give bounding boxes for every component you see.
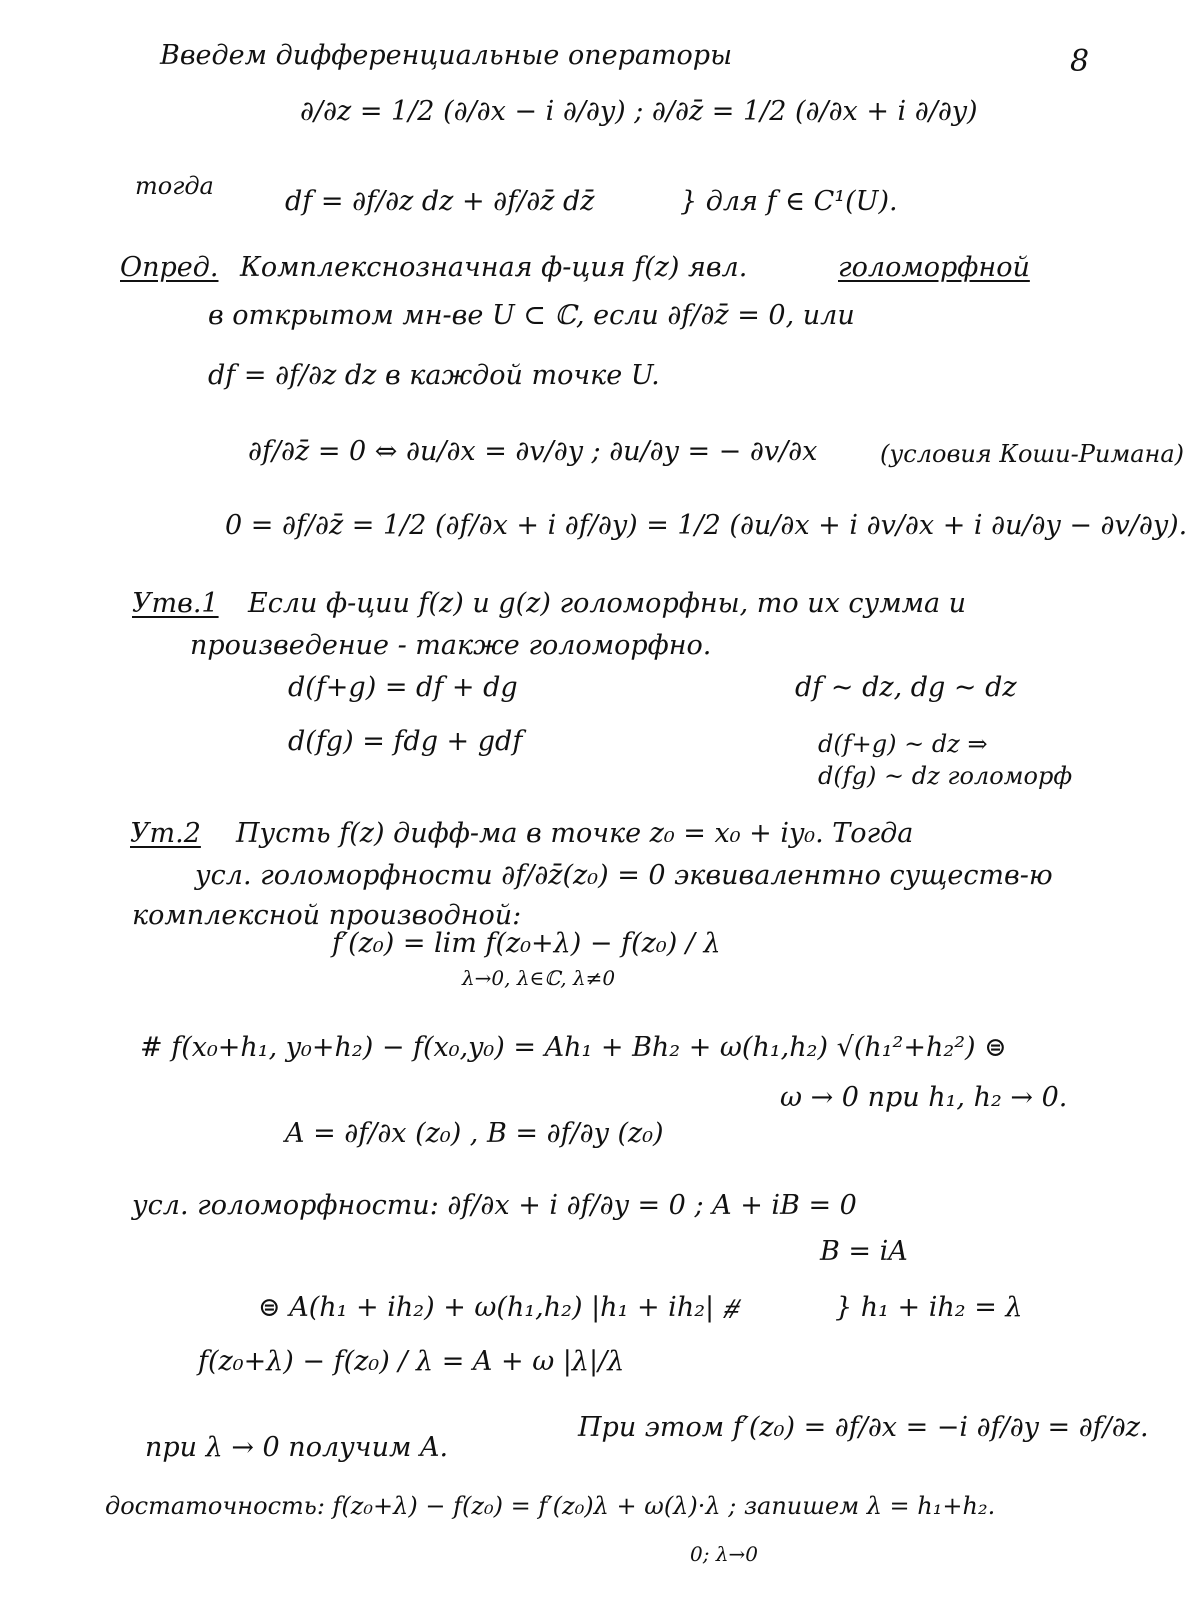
definition-text-2: в открытом мн-ве U ⊂ ℂ, если ∂f/∂z̄ = 0, или bbox=[208, 300, 855, 331]
omega-limit: ω → 0 при h₁, h₂ → 0. bbox=[780, 1082, 1068, 1113]
intro-line: Введем дифференциальные операторы bbox=[160, 40, 733, 71]
statement-1-text: Если ф-ции f(z) и g(z) голоморфны, то их сумма и bbox=[248, 588, 967, 619]
difference-quotient: f(z₀+λ) − f(z₀) / λ = A + ω |λ|/λ bbox=[198, 1346, 625, 1377]
holomorphic-term: голоморфной bbox=[838, 252, 1030, 283]
definition-text-3: df = ∂f/∂z dz в каждой точке U. bbox=[208, 360, 660, 391]
differential-relation: df ~ dz, dg ~ dz bbox=[795, 672, 1017, 703]
statement-2-text: Пусть f(z) дифф-ма в точке z₀ = x₀ + iy₀. Тогда bbox=[236, 818, 914, 849]
cauchy-riemann-label: (условия Коши-Римана) bbox=[880, 440, 1185, 468]
operator-definitions: ∂/∂z = 1/2 (∂/∂x − i ∂/∂y) ; ∂/∂z̄ = 1/2 (∂/∂x + i ∂/∂y) bbox=[300, 96, 978, 127]
derivative-identity: При этом f′(z₀) = ∂f/∂x = −i ∂f/∂y = ∂f/∂z. bbox=[578, 1412, 1149, 1443]
page-number: 8 bbox=[1070, 44, 1090, 79]
partial-coefficients: A = ∂f/∂x (z₀) , B = ∂f/∂y (z₀) bbox=[285, 1118, 664, 1149]
complex-derivative: f′(z₀) = lim f(z₀+λ) − f(z₀) / λ bbox=[332, 928, 721, 959]
differential-formula: df = ∂f/∂z dz + ∂f/∂z̄ dz̄ bbox=[285, 186, 595, 217]
limit-result: при λ → 0 получим A. bbox=[145, 1432, 449, 1463]
rewritten-increment: ⊜ A(h₁ + ih₂) + ω(h₁,h₂) |h₁ + ih₂| ⧣ bbox=[258, 1292, 738, 1323]
limit-conditions: λ→0, λ∈ℂ, λ≠0 bbox=[462, 966, 616, 990]
holomorphy-condition: усл. голоморфности: ∂f/∂x + i ∂f/∂y = 0 ; A + iB = 0 bbox=[132, 1190, 857, 1221]
product-rule: d(fg) = fdg + gdf bbox=[288, 726, 523, 757]
statement-1-text-2: произведение - также голоморфно. bbox=[190, 630, 712, 661]
condition-c1: } для f ∈ C¹(U). bbox=[680, 186, 898, 217]
statement-2-text-3: комплексной производной: bbox=[132, 900, 522, 931]
b-equals-ia: B = iA bbox=[820, 1236, 908, 1267]
statement-2-label: Ут.2 bbox=[130, 818, 201, 849]
cauchy-riemann-equations: ∂f/∂z̄ = 0 ⇔ ∂u/∂x = ∂v/∂y ; ∂u/∂y = − ∂v/∂x bbox=[248, 436, 818, 467]
lambda-substitution: } h₁ + ih₂ = λ bbox=[835, 1292, 1023, 1323]
definition-label: Опред. bbox=[120, 252, 219, 283]
sufficiency-line: достаточность: f(z₀+λ) − f(z₀) = f′(z₀)λ + ω(λ)·λ ; запишем λ = h₁+h₂. bbox=[105, 1492, 996, 1520]
proof-expansion: # f(x₀+h₁, y₀+h₂) − f(x₀,y₀) = Ah₁ + Bh₂ + ω(h₁,h₂) √(h₁²+h₂²) ⊜ bbox=[140, 1032, 1007, 1063]
then-word: тогда bbox=[135, 172, 214, 200]
sum-conclusion: d(f+g) ~ dz ⇒ bbox=[818, 730, 988, 758]
definition-text: Комплекснозначная ф-ция f(z) явл. bbox=[240, 252, 748, 283]
product-conclusion: d(fg) ~ dz голоморф bbox=[818, 762, 1073, 790]
omega-note: 0; λ→0 bbox=[690, 1542, 758, 1566]
sum-rule: d(f+g) = df + dg bbox=[288, 672, 518, 703]
derivation-line: 0 = ∂f/∂z̄ = 1/2 (∂f/∂x + i ∂f/∂y) = 1/2 (∂u/∂x + i ∂v/∂x + i ∂u/∂y − ∂v/∂y). bbox=[225, 510, 1187, 541]
statement-2-text-2: усл. голоморфности ∂f/∂z̄(z₀) = 0 эквивалентно существ-ю bbox=[195, 860, 1053, 891]
statement-1-label: Утв.1 bbox=[132, 588, 219, 619]
